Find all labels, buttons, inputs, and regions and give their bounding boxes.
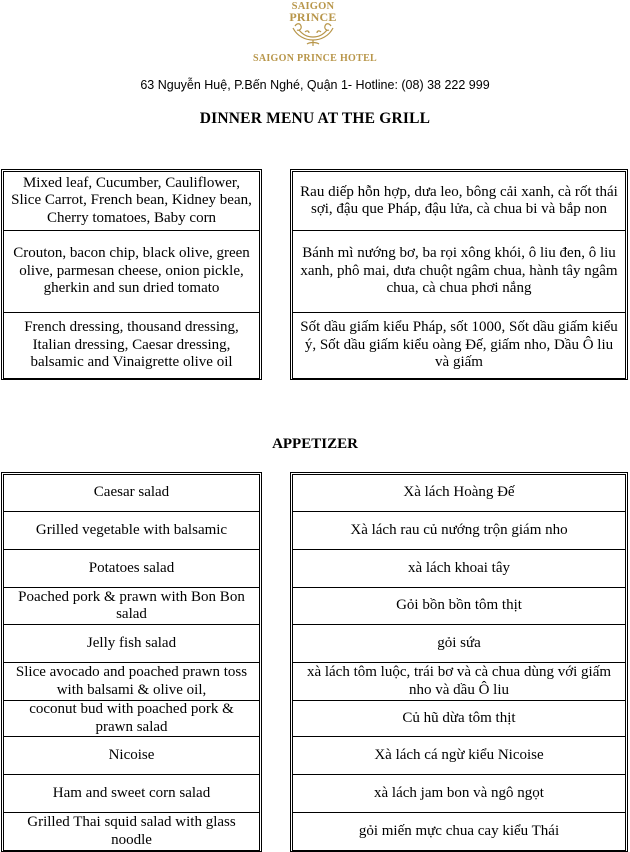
menu-cell: coconut bud with poached pork & prawn salad xyxy=(4,701,260,737)
menu-cell: Poached pork & prawn with Bon Bon salad xyxy=(4,588,260,625)
hotel-address: 63 Nguyễn Huệ, P.Bến Nghé, Quận 1- Hotline: (08) 38 222 999 xyxy=(140,78,490,92)
menu-cell: Sốt dầu giấm kiểu Pháp, sốt 1000, Sốt dầu giấm kiểu ý, Sốt dầu giấm kiểu oàng Đế, giấm nho, Dầu Ô liu và giấm xyxy=(293,313,626,379)
menu-cell: xà lách tôm luộc, trái bơ và cà chua dùng với giấm nho và dầu Ô liu xyxy=(293,663,626,701)
menu-cell: Nicoise xyxy=(4,737,260,775)
menu-cell: xà lách khoai tây xyxy=(293,550,626,588)
menu-cell: Slice avocado and poached prawn toss with balsami & olive oil, xyxy=(4,663,260,701)
menu-title: DINNER MENU AT THE GRILL xyxy=(199,110,431,127)
menu-cell: Ham and sweet corn salad xyxy=(4,775,260,813)
menu-cell: Gỏi bồn bồn tôm thịt xyxy=(293,588,626,625)
hotel-logo xyxy=(0,0,630,70)
logo-wordmark xyxy=(283,2,343,22)
menu-cell: Potatoes salad xyxy=(4,550,260,588)
menu-cell: Rau diếp hỗn hợp, dưa leo, bông cải xanh, cà rốt thái sợi, đậu que Pháp, đậu lửa, cà chua bi và bắp non xyxy=(293,172,626,231)
menu-cell: Củ hũ dừa tôm thịt xyxy=(293,701,626,737)
salad-bar-vietnamese-table xyxy=(292,171,626,379)
appetizer-vietnamese-table xyxy=(292,474,626,851)
menu-cell: gỏi sứa xyxy=(293,625,626,663)
hotel-name: SAIGON PRINCE HOTEL xyxy=(252,53,378,64)
menu-cell: xà lách jam bon và ngô ngọt xyxy=(293,775,626,813)
menu-cell: gỏi miến mực chua cay kiểu Thái xyxy=(293,813,626,851)
logo-wordmark-line1: SAIGON xyxy=(291,1,335,12)
appetizer-heading: APPETIZER xyxy=(272,436,358,452)
menu-cell: Grilled vegetable with balsamic xyxy=(4,512,260,550)
menu-cell: Xà lách Hoàng Đế xyxy=(293,475,626,512)
menu-cell: Crouton, bacon chip, black olive, green olive, parmesan cheese, onion pickle, gherkin and sun dried tomato xyxy=(4,231,260,313)
menu-cell: Xà lách cá ngừ kiểu Nicoise xyxy=(293,737,626,775)
menu-cell: Caesar salad xyxy=(4,475,260,512)
salad-bar-english-table xyxy=(3,171,260,379)
menu-cell: Grilled Thai squid salad with glass noodle xyxy=(4,813,260,851)
menu-cell: French dressing, thousand dressing, Italian dressing, Caesar dressing, balsamic and Vinaigrette olive oil xyxy=(4,313,260,379)
appetizer-english-table xyxy=(3,474,260,851)
menu-cell: Bánh mì nướng bơ, ba rọi xông khói, ô liu đen, ô liu xanh, phô mai, dưa chuột ngâm chua, hành tây ngâm chua, cà chua phơi nắng xyxy=(293,231,626,313)
menu-cell: Xà lách rau củ nướng trộn giám nho xyxy=(293,512,626,550)
menu-cell: Jelly fish salad xyxy=(4,625,260,663)
logo-wordmark-line2: PRINCE xyxy=(289,10,337,24)
menu-cell: Mixed leaf, Cucumber, Cauliflower, Slice Carrot, French bean, Kidney bean, Cherry tomatoes, Baby corn xyxy=(4,172,260,231)
